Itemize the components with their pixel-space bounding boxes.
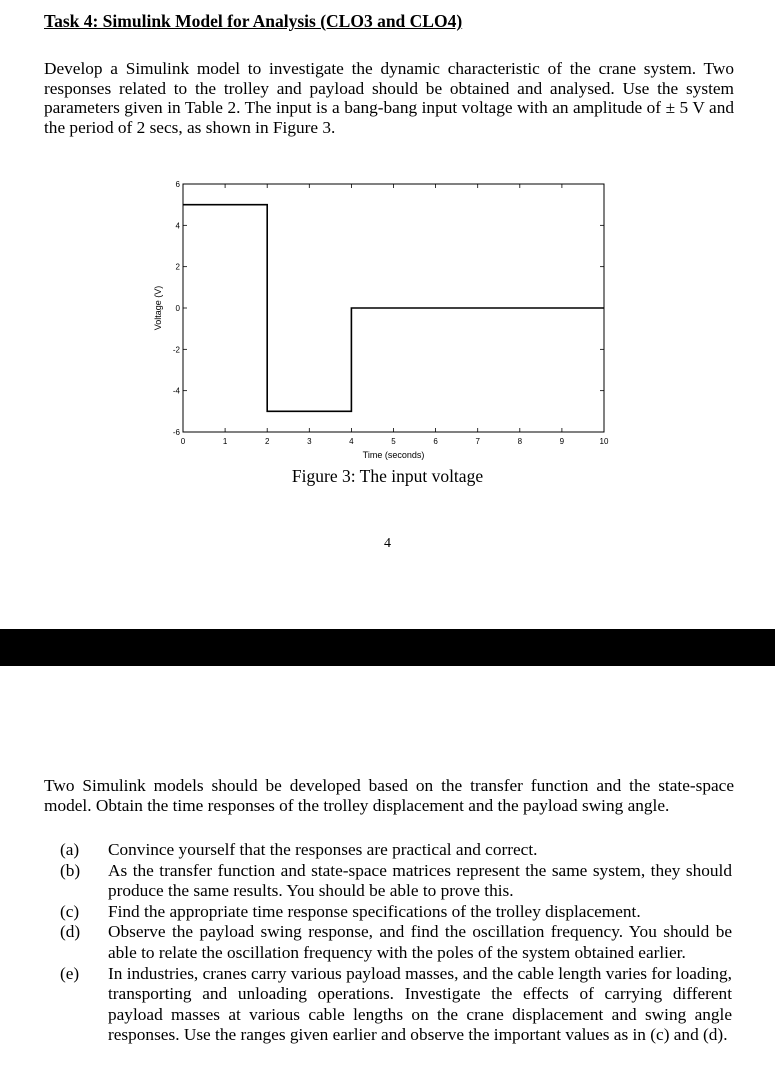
page-separator-band	[0, 629, 775, 666]
y-tick-label: 2	[175, 262, 180, 272]
x-tick-label: 8	[517, 437, 523, 446]
x-axis-label: Time (seconds)	[362, 450, 425, 460]
question-item	[60, 902, 732, 923]
question-item	[60, 922, 732, 963]
question-label: (a)	[60, 840, 80, 859]
x-tick-label: 9	[559, 437, 565, 446]
y-tick-label: 6	[175, 180, 180, 189]
question-text: Convince yourself that the responses are practical and correct.	[108, 840, 538, 859]
figure-caption: Figure 3: The input voltage	[291, 466, 484, 486]
input-voltage-figure	[140, 168, 620, 473]
x-tick-label: 7	[475, 437, 480, 446]
question-text: As the transfer function and state-space matrices represent the same system, they should produce the same results. You should be able to prove this.	[108, 860, 732, 901]
question-list	[60, 840, 732, 1046]
question-item	[60, 861, 732, 902]
y-tick-label: -4	[172, 386, 180, 396]
page-number: 4	[384, 536, 391, 551]
x-tick-label: 3	[307, 437, 312, 446]
question-item	[60, 964, 732, 1046]
question-text: Observe the payload swing response, and find the oscillation frequency. You should be able to relate the oscillation frequency with the poles of the system obtained earlier.	[108, 922, 732, 962]
x-tick-label: 10	[599, 437, 609, 446]
x-tick-label: 4	[349, 437, 354, 446]
input-voltage-chart	[140, 168, 620, 468]
y-tick-label: -2	[172, 345, 180, 355]
question-label: (c)	[60, 901, 80, 921]
x-tick-label: 6	[433, 437, 438, 446]
question-label: (d)	[60, 922, 81, 942]
y-tick-label: -6	[172, 428, 180, 437]
question-label: (e)	[60, 963, 80, 983]
question-item	[60, 840, 732, 861]
question-text: In industries, cranes carry various payload masses, and the cable length varies for loading, transporting and unloading operations. Investigate the effects of carrying different payload masses at various cable lengths on the crane displacement and swing angle responses. Use the ranges given earlier and observe the important values as in (c) and (d).	[108, 963, 732, 1045]
question-text: Find the appropriate time response specifications of the trolley displacement.	[108, 901, 641, 921]
x-tick-label: 5	[391, 437, 396, 446]
second-paragraph: Two Simulink models should be developed based on the transfer function and the state-space model. Obtain the time responses of the trolley displacement and the payload swing angle.	[44, 776, 734, 815]
task-title: Task 4: Simulink Model for Analysis (CLO3 and CLO4)	[44, 11, 463, 31]
x-tick-label: 0	[180, 437, 186, 446]
x-tick-label: 1	[222, 437, 228, 446]
y-axis-label: Voltage (V)	[153, 285, 163, 331]
question-label: (b)	[60, 860, 81, 880]
x-tick-label: 2	[264, 437, 270, 446]
y-tick-label: 0	[175, 304, 180, 313]
voltage-series-line	[183, 205, 604, 412]
y-tick-label: 4	[175, 221, 180, 231]
intro-paragraph: Develop a Simulink model to investigate the dynamic characteristic of the crane system. Two responses related to the trolley and payload should be obtained and analysed. Use the system parameters given in Table 2. The input is a bang-bang input voltage with an amplitude of ± 5 V and the period of 2 secs, as shown in Figure 3.	[44, 59, 734, 137]
